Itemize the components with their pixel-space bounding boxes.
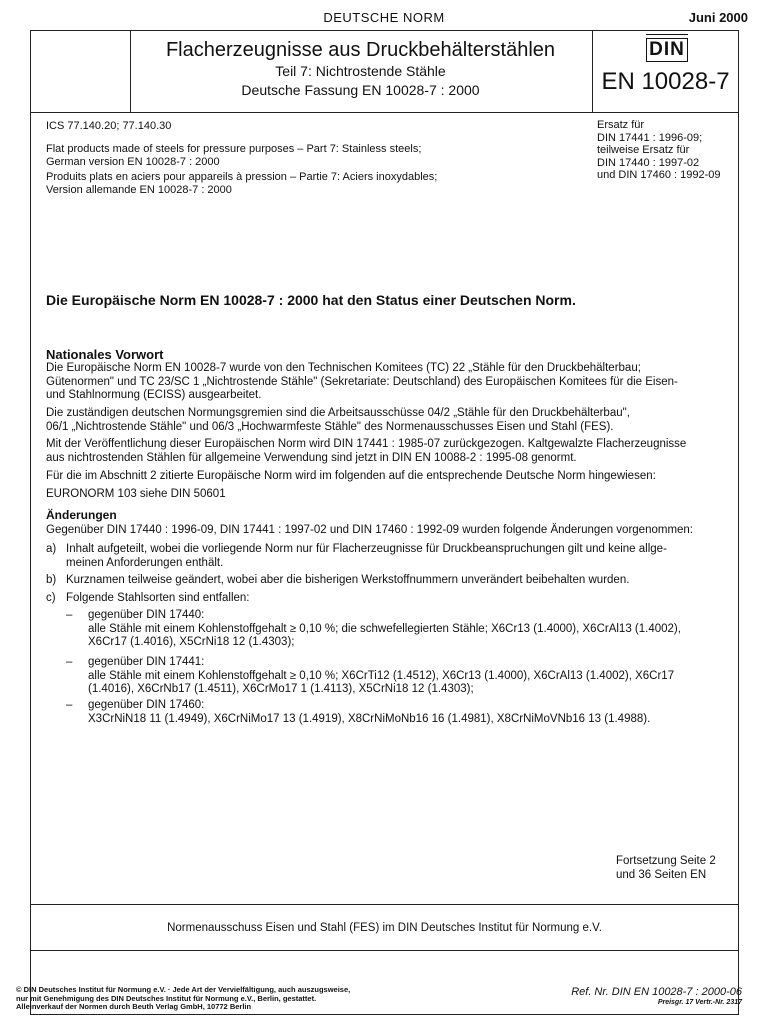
list-marker: c) [46, 592, 56, 604]
removed-grades-din17460 [88, 699, 738, 726]
text-line: X6Cr17 (1.4016), X5CrNi18 12 (1.4303); [88, 636, 295, 648]
sub-heading: gegenüber DIN 17440: [88, 609, 205, 621]
text-line: Gütenormen" und TC 23/SC 1 „Nichtrostende Stähle" (Sekretariate: Deutschland) des Europäischen Komitees für die Eisen- [46, 375, 678, 388]
price-group: Preisgr. 17 Vertr.-Nr. 2317 [657, 999, 742, 1006]
text-line: alle Stähle mit einem Kohlenstoffgehalt ≥ 0,10 %; X6CrTi12 (1.4512), X6Cr13 (1.4000), X6CrAl13 (1.4002), X6Cr17 [88, 669, 675, 682]
changes-intro: Gegenüber DIN 17440 : 1996-09, DIN 17441 : 1997-02 und DIN 17460 : 1992-09 wurden folgende Änderungen vorgenommen: [46, 524, 694, 536]
footer-bottom-rule [30, 950, 739, 951]
english-title-line: German version EN 10028-7 : 2000 [46, 155, 220, 168]
text-line: X3CrNiN18 11 (1.4949), X6CrNiMo17 13 (1.4919), X8CrNiMoNb16 16 (1.4981), X8CrNiMoVNb16 13 (1.4988). [88, 712, 651, 725]
issue-date: Juni 2000 [688, 10, 748, 25]
text-line: (1.4016), X6CrNb17 (1.4511), X6CrMo17 1 (1.4113), X5CrNi18 12 (1.4303); [88, 683, 474, 695]
french-title-line: Produits plats en aciers pour appareils à pression – Partie 7: Aciers inoxydables; [46, 171, 438, 183]
replacement-line: teilweise Ersatz für [597, 144, 690, 156]
dash-marker: – [66, 656, 73, 668]
change-item-b: Kurznamen teilweise geändert, wobei aber die bisherigen Werkstoffnummern unverändert beibehalten wurden. [66, 574, 630, 586]
section-heading-vorwort: Nationales Vorwort [46, 347, 164, 362]
english-title [46, 143, 421, 168]
text-line: Die Europäische Norm EN 10028-7 wurde von den Technischen Komitees (TC) 22 „Stähle für den Druckbehälterbau; [46, 362, 641, 374]
french-title [46, 171, 437, 196]
sub-heading: gegenüber DIN 17460: [88, 699, 205, 711]
text-line: und Stahlnormung (ECISS) ausgearbeitet. [46, 389, 262, 401]
dash-marker: – [66, 699, 73, 711]
document-number: EN 10028-7 [601, 68, 730, 95]
change-item-c: Folgende Stahlsorten sind entfallen: [66, 592, 250, 604]
reference-number: Ref. Nr. DIN EN 10028-7 : 2000-06 [571, 986, 742, 998]
document-subtitle-part: Teil 7: Nichtrostende Stähle [275, 63, 446, 79]
text-line: 06/1 „Nichtrostende Stähle" und 06/3 „Hochwarmfeste Stähle" des Normenausschusses Eisen und Stahl (FES). [46, 420, 614, 433]
document-subtitle-version: Deutsche Fassung EN 10028-7 : 2000 [241, 82, 480, 98]
text-line: Inhalt aufgeteilt, wobei die vorliegende Norm nur für Flacherzeugnisse für Druckbeanspruchungen gilt und keine allge- [66, 543, 667, 555]
footer-top-rule [30, 904, 739, 905]
text-line: Alleinverkauf der Normen durch Beuth Verlag GmbH, 10772 Berlin [16, 1002, 252, 1011]
header-bottom-rule [30, 112, 739, 113]
text-line: Die zuständigen deutschen Normungsgremien sind die Arbeitsausschüsse 04/2 „Stähle für den Druckbehälterbau", [46, 407, 630, 419]
english-title-line: Flat products made of steels for pressure purposes – Part 7: Stainless steels; [46, 143, 422, 155]
list-marker: a) [46, 543, 57, 555]
removed-grades-din17441 [88, 656, 738, 697]
text-line: nur mit Genehmigung des DIN Deutsches Institut für Normung e.V., Berlin, gestattet. [16, 993, 317, 1003]
ics-code: ICS 77.140.20; 77.140.30 [46, 120, 172, 132]
vorwort-paragraph-1 [46, 362, 736, 403]
list-marker: b) [46, 574, 57, 586]
text-line: alle Stähle mit einem Kohlenstoffgehalt ≥ 0,10 %; die schwefellegierten Stähle; X6Cr13 (1.4000), X6CrAl13 (1.4002), [88, 622, 681, 635]
copyright-notice [16, 986, 350, 1012]
vorwort-paragraph-5: EURONORM 103 siehe DIN 50601 [46, 488, 226, 500]
replacement-line: und DIN 17460 : 1992-09 [597, 169, 721, 181]
replacement-info [597, 119, 721, 182]
text-line: und 36 Seiten EN [616, 868, 707, 881]
text-line: © DIN Deutsches Institut für Normung e.V. · Jede Art der Vervielfältigung, auch auszugsweise, [16, 985, 351, 994]
text-line: meinen Anforderungen enthält. [66, 556, 224, 569]
norm-type-label: DEUTSCHE NORM [323, 10, 445, 25]
french-title-line: Version allemande EN 10028-7 : 2000 [46, 183, 232, 196]
text-line: Fortsetzung Seite 2 [616, 855, 716, 867]
removed-grades-din17440 [88, 609, 738, 650]
continuation-note [616, 855, 716, 882]
text-line: aus nichtrostenden Stählen für allgemeine Verwendung sind jetzt in DIN EN 10088-2 : 1995-08 genormt. [46, 451, 577, 464]
vorwort-paragraph-4: Für die im Abschnitt 2 zitierte Europäische Norm wird im folgenden auf die entsprechende Deutsche Norm hingewiesen: [46, 470, 656, 482]
vorwort-paragraph-3 [46, 438, 736, 465]
document-title: Flacherzeugnisse aus Druckbehälterstählen [165, 39, 556, 61]
dash-marker: – [66, 609, 73, 621]
status-statement: Die Europäische Norm EN 10028-7 : 2000 hat den Status einer Deutschen Norm. [46, 292, 576, 308]
change-item-a [66, 543, 736, 570]
din-logo: DIN [646, 38, 688, 62]
committee-statement: Normenausschuss Eisen und Stahl (FES) im DIN Deutsches Institut für Normung e.V. [167, 922, 602, 934]
sub-heading: gegenüber DIN 17441: [88, 656, 205, 668]
replacement-line: DIN 17441 : 1996-09; [597, 131, 703, 144]
section-heading-changes: Änderungen [46, 508, 117, 522]
vorwort-paragraph-2 [46, 407, 736, 434]
text-line: Mit der Veröffentlichung dieser Europäischen Norm wird DIN 17441 : 1985-07 zurückgezogen. Kaltgewalzte Flacherzeugnisse [46, 438, 687, 450]
replacement-line: Ersatz für [597, 119, 645, 131]
replacement-line: DIN 17440 : 1997-02 [597, 156, 700, 169]
